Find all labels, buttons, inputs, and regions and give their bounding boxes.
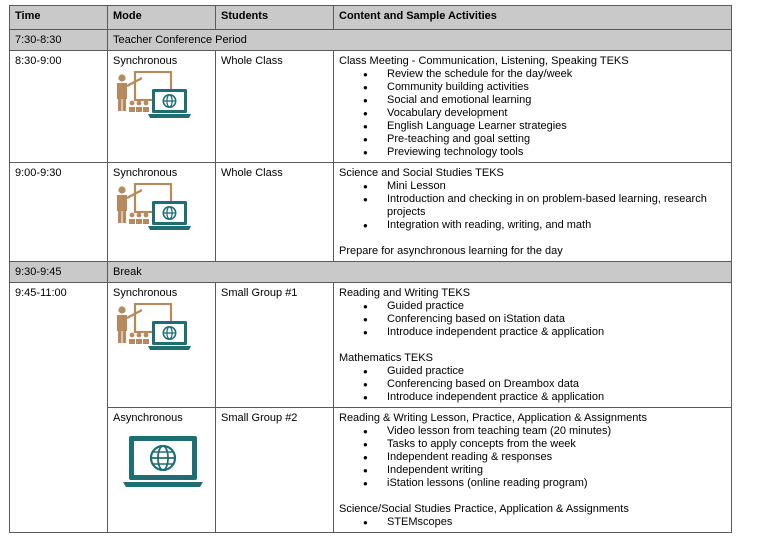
laptop-globe-icon — [121, 433, 211, 491]
table-row — [10, 30, 732, 51]
list-item: ● Introduction and checking in on problem-based learning, research projects — [387, 193, 726, 219]
content-cell — [334, 283, 732, 408]
time-cell: 7:30-8:30 — [10, 30, 108, 51]
mode-cell — [108, 408, 216, 533]
activity-list — [339, 180, 726, 232]
period-cell: Break — [108, 262, 732, 283]
content-cell — [334, 408, 732, 533]
list-item: ● Guided practice — [387, 365, 726, 378]
mode-label: Synchronous — [113, 167, 178, 179]
activity-list — [339, 300, 726, 339]
header-students: Students — [216, 6, 334, 30]
list-item: ● iStation lessons (online reading program) — [387, 477, 726, 490]
time-cell: 9:00-9:30 — [10, 163, 108, 262]
students-cell: Whole Class — [216, 163, 334, 262]
schedule-table — [9, 5, 732, 533]
list-item: ● English Language Learner strategies — [387, 120, 726, 133]
list-item: ● Conferencing based on iStation data — [387, 313, 726, 326]
list-item: ● Pre-teaching and goal setting — [387, 133, 726, 146]
list-item: ● Social and emotional learning — [387, 94, 726, 107]
list-item: ● Video lesson from teaching team (20 minutes) — [387, 425, 726, 438]
list-item: ● Previewing technology tools — [387, 146, 726, 159]
table-row — [10, 51, 732, 163]
list-item: ● Integration with reading, writing, and math — [387, 219, 726, 232]
list-item: ● Introduce independent practice & application — [387, 391, 726, 404]
period-cell: Teacher Conference Period — [108, 30, 732, 51]
list-item: ● Independent reading & responses — [387, 451, 726, 464]
list-item: ● Vocabulary development — [387, 107, 726, 120]
time-cell: 9:45-11:00 — [10, 283, 108, 533]
list-item: ● Introduce independent practice & application — [387, 326, 726, 339]
list-item: ● Tasks to apply concepts from the week — [387, 438, 726, 451]
list-item: ● Guided practice — [387, 300, 726, 313]
mode-cell — [108, 51, 216, 163]
time-cell: 8:30-9:00 — [10, 51, 108, 163]
mode-label: Asynchronous — [113, 412, 183, 424]
list-item: ● Community building activities — [387, 81, 726, 94]
teacher-laptop-icon — [113, 71, 195, 123]
students-cell: Whole Class — [216, 51, 334, 163]
students-cell: Small Group #2 — [216, 408, 334, 533]
content-cell — [334, 163, 732, 262]
header-mode: Mode — [108, 6, 216, 30]
content-heading: Reading and Writing TEKS — [339, 287, 471, 299]
activity-list — [339, 516, 726, 529]
mode-label: Synchronous — [113, 55, 178, 67]
activity-list — [339, 365, 726, 404]
teacher-laptop-icon — [113, 303, 195, 355]
teacher-laptop-icon — [113, 183, 195, 235]
students-cell: Small Group #1 — [216, 283, 334, 408]
content-heading: Science and Social Studies TEKS — [339, 167, 504, 179]
table-row — [10, 283, 732, 408]
table-row — [10, 262, 732, 283]
list-item: ● STEMscopes — [387, 516, 726, 529]
content-heading: Reading & Writing Lesson, Practice, Application & Assignments — [339, 412, 647, 424]
list-item: ● Conferencing based on Dreambox data — [387, 378, 726, 391]
content-heading: Mathematics TEKS — [339, 352, 433, 364]
header-time: Time — [10, 6, 108, 30]
content-heading: Class Meeting - Communication, Listening, Speaking TEKS — [339, 55, 629, 67]
activity-list — [339, 68, 726, 159]
activity-list — [339, 425, 726, 490]
content-cell — [334, 51, 732, 163]
table-row — [10, 163, 732, 262]
list-item: ● Independent writing — [387, 464, 726, 477]
content-note: Prepare for asynchronous learning for the day — [339, 245, 563, 257]
content-heading: Science/Social Studies Practice, Application & Assignments — [339, 503, 629, 515]
list-item: ● Review the schedule for the day/week — [387, 68, 726, 81]
list-item: ● Mini Lesson — [387, 180, 726, 193]
mode-cell — [108, 283, 216, 408]
header-row — [10, 6, 732, 30]
header-content: Content and Sample Activities — [334, 6, 732, 30]
mode-label: Synchronous — [113, 287, 178, 299]
mode-cell — [108, 163, 216, 262]
table-row — [10, 408, 732, 533]
time-cell: 9:30-9:45 — [10, 262, 108, 283]
